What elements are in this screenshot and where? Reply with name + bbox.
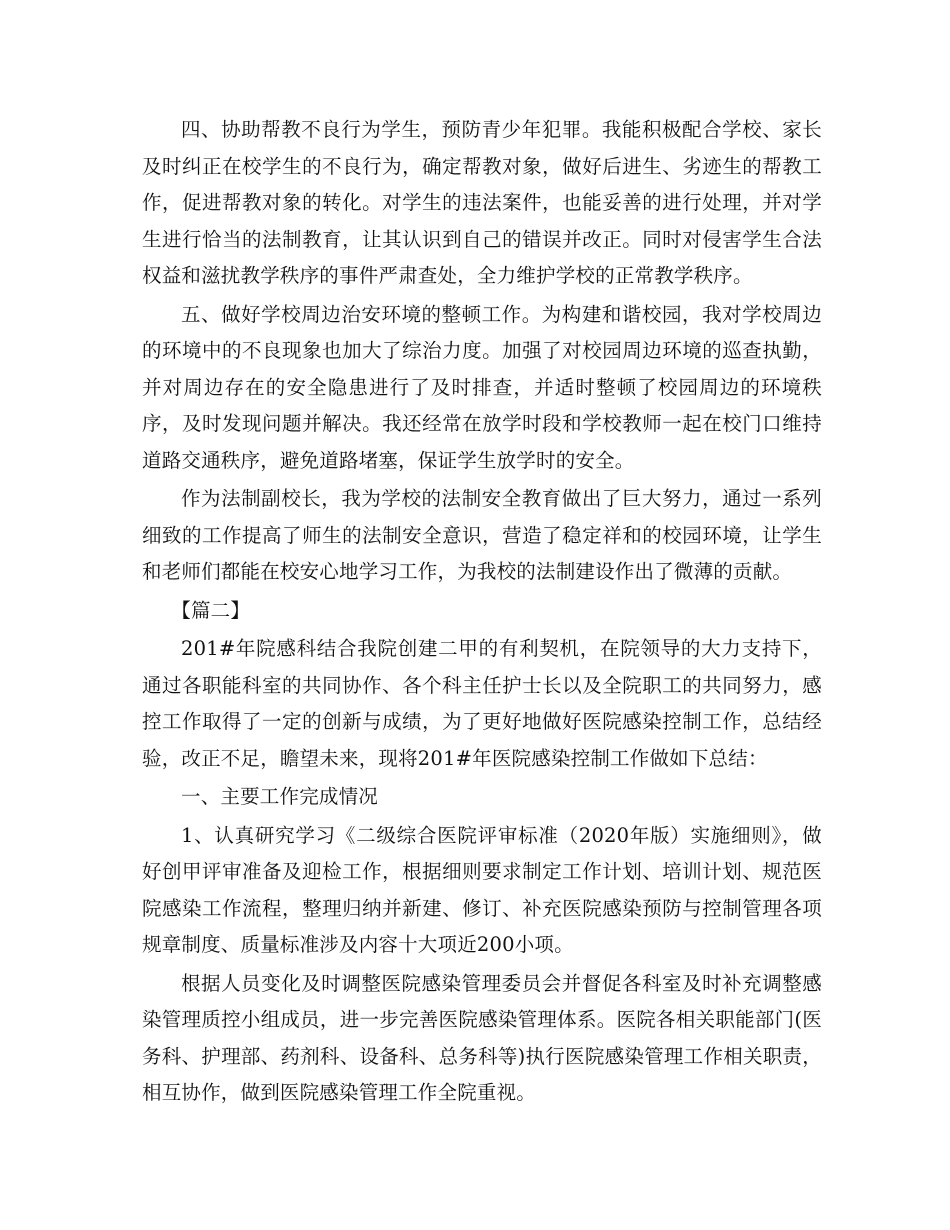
paragraph-committee: 根据人员变化及时调整医院感染管理委员会并督促各科室及时补充调整感染管理质控小组成员，进一步完善医院感染管理体系。医院各相关职能部门(医务科、护理部、药剂科、设备科、总务科等)执行医院感染管理工作相关职责，相互协作，做到医院感染管理工作全院重视。 bbox=[142, 971, 822, 1104]
paragraph-conclusion: 作为法制副校长，我为学校的法制安全教育做出了巨大努力，通过一系列细致的工作提高了师生的法制安全意识，营造了稳定祥和的校园环境，让学生和老师们都能在校安心地学习工作，为我校的法制建设作出了微薄的贡献。 bbox=[142, 487, 822, 583]
section-heading-main-work: 一、主要工作完成情况 bbox=[181, 785, 379, 808]
paragraph-section-four: 四、协助帮教不良行为学生，预防青少年犯罪。我能积极配合学校、家长及时纠正在校学生的不良行为，确定帮教对象，做好后进生、劣迹生的帮教工作，促进帮教对象的转化。对学生的违法案件，也能妥善的进行处理，并对学生进行恰当的法制教育，让其认识到自己的错误并改正。同时对侵害学生合法权益和滋扰教学秩序的事件严肃查处，全力维护学校的正常教学秩序。 bbox=[142, 118, 822, 287]
paragraph-section-five: 五、做好学校周边治安环境的整顿工作。为构建和谐校园，我对学校周边的环境中的不良现象也加大了综治力度。加强了对校园周边环境的巡查执勤，并对周边存在的安全隐患进行了及时排查，并适时整顿了校园周边的环境秩序，及时发现问题并解决。我还经常在放学时段和学校教师一起在校门口维持道路交通秩序，避免道路堵塞，保证学生放学时的安全。 bbox=[142, 302, 822, 472]
paragraph-item-one: 1、认真研究学习《二级综合医院评审标准（2020年版）实施细则》，做好创甲评审准备及迎检工作，根据细则要求制定工作计划、培训计划、规范医院感染工作流程，整理归纳并新建、修订、补充医院感染预防与控制管理各项规章制度、质量标准涉及内容十大项近200小项。 bbox=[142, 823, 822, 956]
document-body bbox=[142, 112, 822, 1112]
paragraph-intro: 201#年院感科结合我院创建二甲的有利契机，在院领导的大力支持下，通过各职能科室的共同协作、各个科主任护士长以及全院职工的共同努力，感控工作取得了一定的创新与成绩，为了更好地做好医院感染控制工作，总结经验，改正不足，瞻望未来，现将201#年医院感染控制工作做如下总结： bbox=[142, 637, 822, 770]
part-two-heading: 【篇二】 bbox=[171, 598, 251, 622]
